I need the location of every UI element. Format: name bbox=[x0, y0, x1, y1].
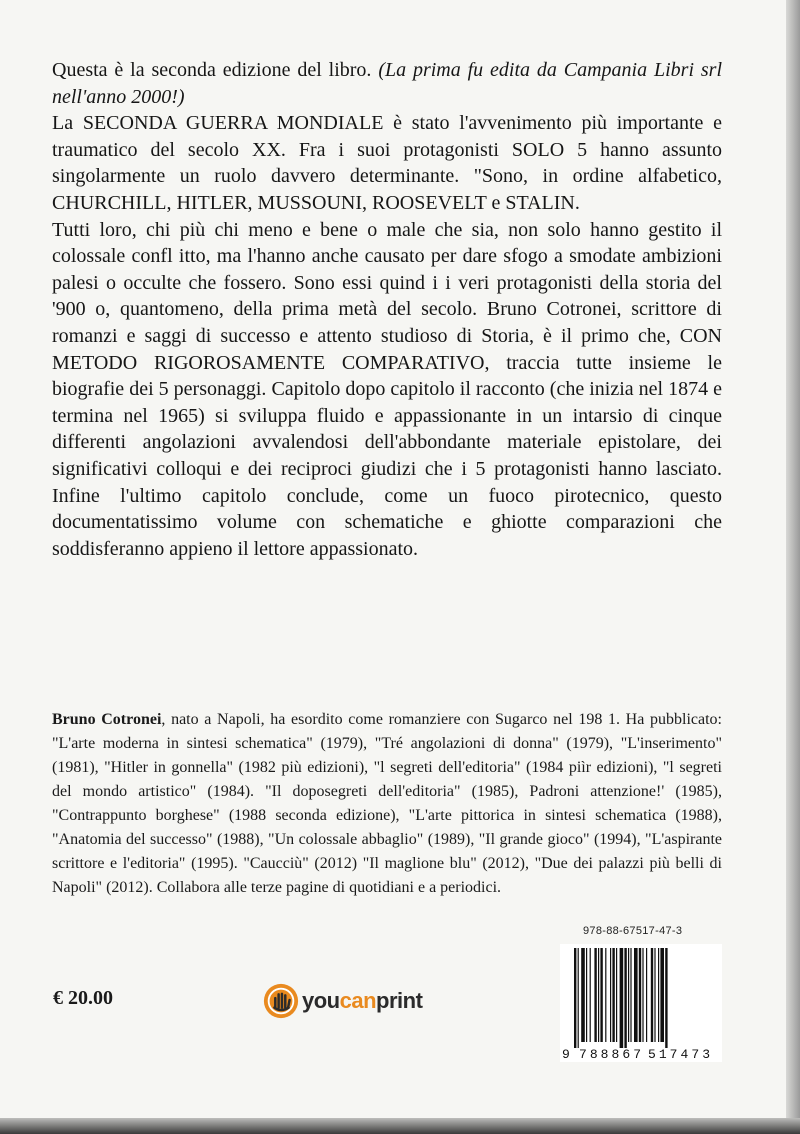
barcode-bar bbox=[574, 948, 576, 1048]
barcode-bar bbox=[605, 948, 606, 1042]
author-bio bbox=[52, 708, 722, 900]
barcode-bar bbox=[634, 948, 638, 1042]
barcode-bar bbox=[665, 948, 667, 1048]
isbn-barcode bbox=[560, 944, 722, 1062]
barcode-bar bbox=[646, 948, 647, 1042]
barcode-bar bbox=[586, 948, 587, 1042]
barcode-bar bbox=[581, 948, 585, 1042]
author-name: Bruno Cotronei bbox=[52, 711, 162, 728]
barcode-graphic bbox=[560, 944, 722, 1062]
isbn-number: 978-88-67517-47-3 bbox=[583, 925, 683, 937]
barcode-bar bbox=[642, 948, 643, 1042]
barcode-digits-right: 517473 bbox=[648, 1047, 710, 1062]
barcode-bar bbox=[616, 948, 617, 1042]
blurb-paragraph-3: Tutti loro, chi più chi meno e bene o male che sia, non solo hanno gestito il colossale confl itto, ma l'hanno anche causato per dare sfogo a smodate ambizioni palesi o occulte che fossero. Sono essi quind i i veri protagonisti della storia del '900 o, quantomeno, della prima metà del secolo. Bruno Cotronei, scrittore di romanzi e saggi di successo e attento studioso di Storia, è il primo che, CON METODO RIGOROSAMENTE COMPARATIVO, traccia tutte insieme le biografie dei 5 personaggi. Capitolo dopo capitolo il racconto (che inizia nel 1874 e termina nel 1965) si sviluppa fluido e appassionante in un intarsio di cinque differenti angolazioni avvalendosi dell'abbondante materiale epistolare, dei significativi colloqui e dei reciproci giudizi che i 5 protagonisti hanno lasciato. Infine l'ultimo capitolo conclude, come un fuoco pirotecnico, questo documentatissimo volume con schematiche e ghiotte comparazioni che soddisferanno appieno il lettore appassionato. bbox=[52, 218, 722, 560]
publisher-logo bbox=[262, 981, 422, 1021]
barcode-bar bbox=[594, 948, 596, 1042]
barcode-bar bbox=[620, 948, 624, 1048]
page-edge-shadow bbox=[786, 0, 800, 1134]
barcode-bar bbox=[612, 948, 614, 1042]
barcode-bar bbox=[610, 948, 611, 1042]
edition-note-italic: (La prima fu edita da Campania Libri srl nell'anno 2000!) bbox=[52, 59, 722, 108]
barcode-bar bbox=[660, 948, 664, 1042]
barcode-digit-first: 9 bbox=[562, 1047, 570, 1062]
barcode-bar bbox=[590, 948, 591, 1042]
barcode-bar bbox=[578, 948, 579, 1048]
author-bio-text: , nato a Napoli, ha esordito come romanziere con Sugarco nel 198 1. Ha pubblicato: "L'arte moderna in sintesi schematica" (1979), "Tré angolazioni di donna" (1979), "L'inserimento" (1981), "Hitler in gonnella" (1982 più edizioni), "l segreti dell'editoria" (1984 piìr edizioni), "l segreti del mondo artistico" (1984). "Il doposegreti dell'editoria" (1985), Padroni attenzione!' (1985), "Contrappunto borghese" (1988 seconda edizione), "L'arte pittorica in sintesi schematica (1988), "Anatomia del successo" (1988), "Un colossale abbaglio" (1989), "Il grande gioco" (1994), "L'aspirante scrittore e l'editoria" (1995). "Caucciù" (2012) "Il maglione blu" (2012), "Due dei palazzi più belli di Napoli" (2012). Collabora alle terze pagine di quotidiani e a periodici. bbox=[52, 711, 722, 896]
barcode-bar bbox=[600, 948, 602, 1042]
barcode-bar bbox=[598, 948, 599, 1042]
page-bottom-shadow bbox=[0, 1118, 800, 1134]
barcode-bar bbox=[639, 948, 641, 1042]
edition-note: Questa è la seconda edizione del libro. bbox=[52, 59, 372, 81]
barcode-bar bbox=[628, 948, 629, 1042]
price-label: € 20.00 bbox=[53, 987, 113, 1009]
hand-swirl-logo-icon bbox=[262, 982, 300, 1020]
publisher-name: youcanprint bbox=[302, 988, 423, 1013]
blurb-paragraph-1 bbox=[52, 57, 722, 110]
barcode-bar bbox=[654, 948, 655, 1042]
barcode-digits-left: 788867 bbox=[579, 1047, 641, 1062]
barcode-bar bbox=[630, 948, 631, 1042]
barcode-bar bbox=[651, 948, 653, 1042]
barcode-bar bbox=[624, 948, 626, 1048]
blurb-paragraph-2: La SECONDA GUERRA MONDIALE è stato l'avvenimento più importante e traumatico del secolo XX. Fra i suoi protagonisti SOLO 5 hanno assunto singolarmente un ruolo davvero determinante. "Sono, in ordine alfabetico, CHURCHILL, HITLER, MUSSOUNI, ROOSEVELT e STALIN. bbox=[52, 112, 722, 214]
blurb-text bbox=[52, 57, 722, 562]
barcode-bar bbox=[658, 948, 659, 1042]
